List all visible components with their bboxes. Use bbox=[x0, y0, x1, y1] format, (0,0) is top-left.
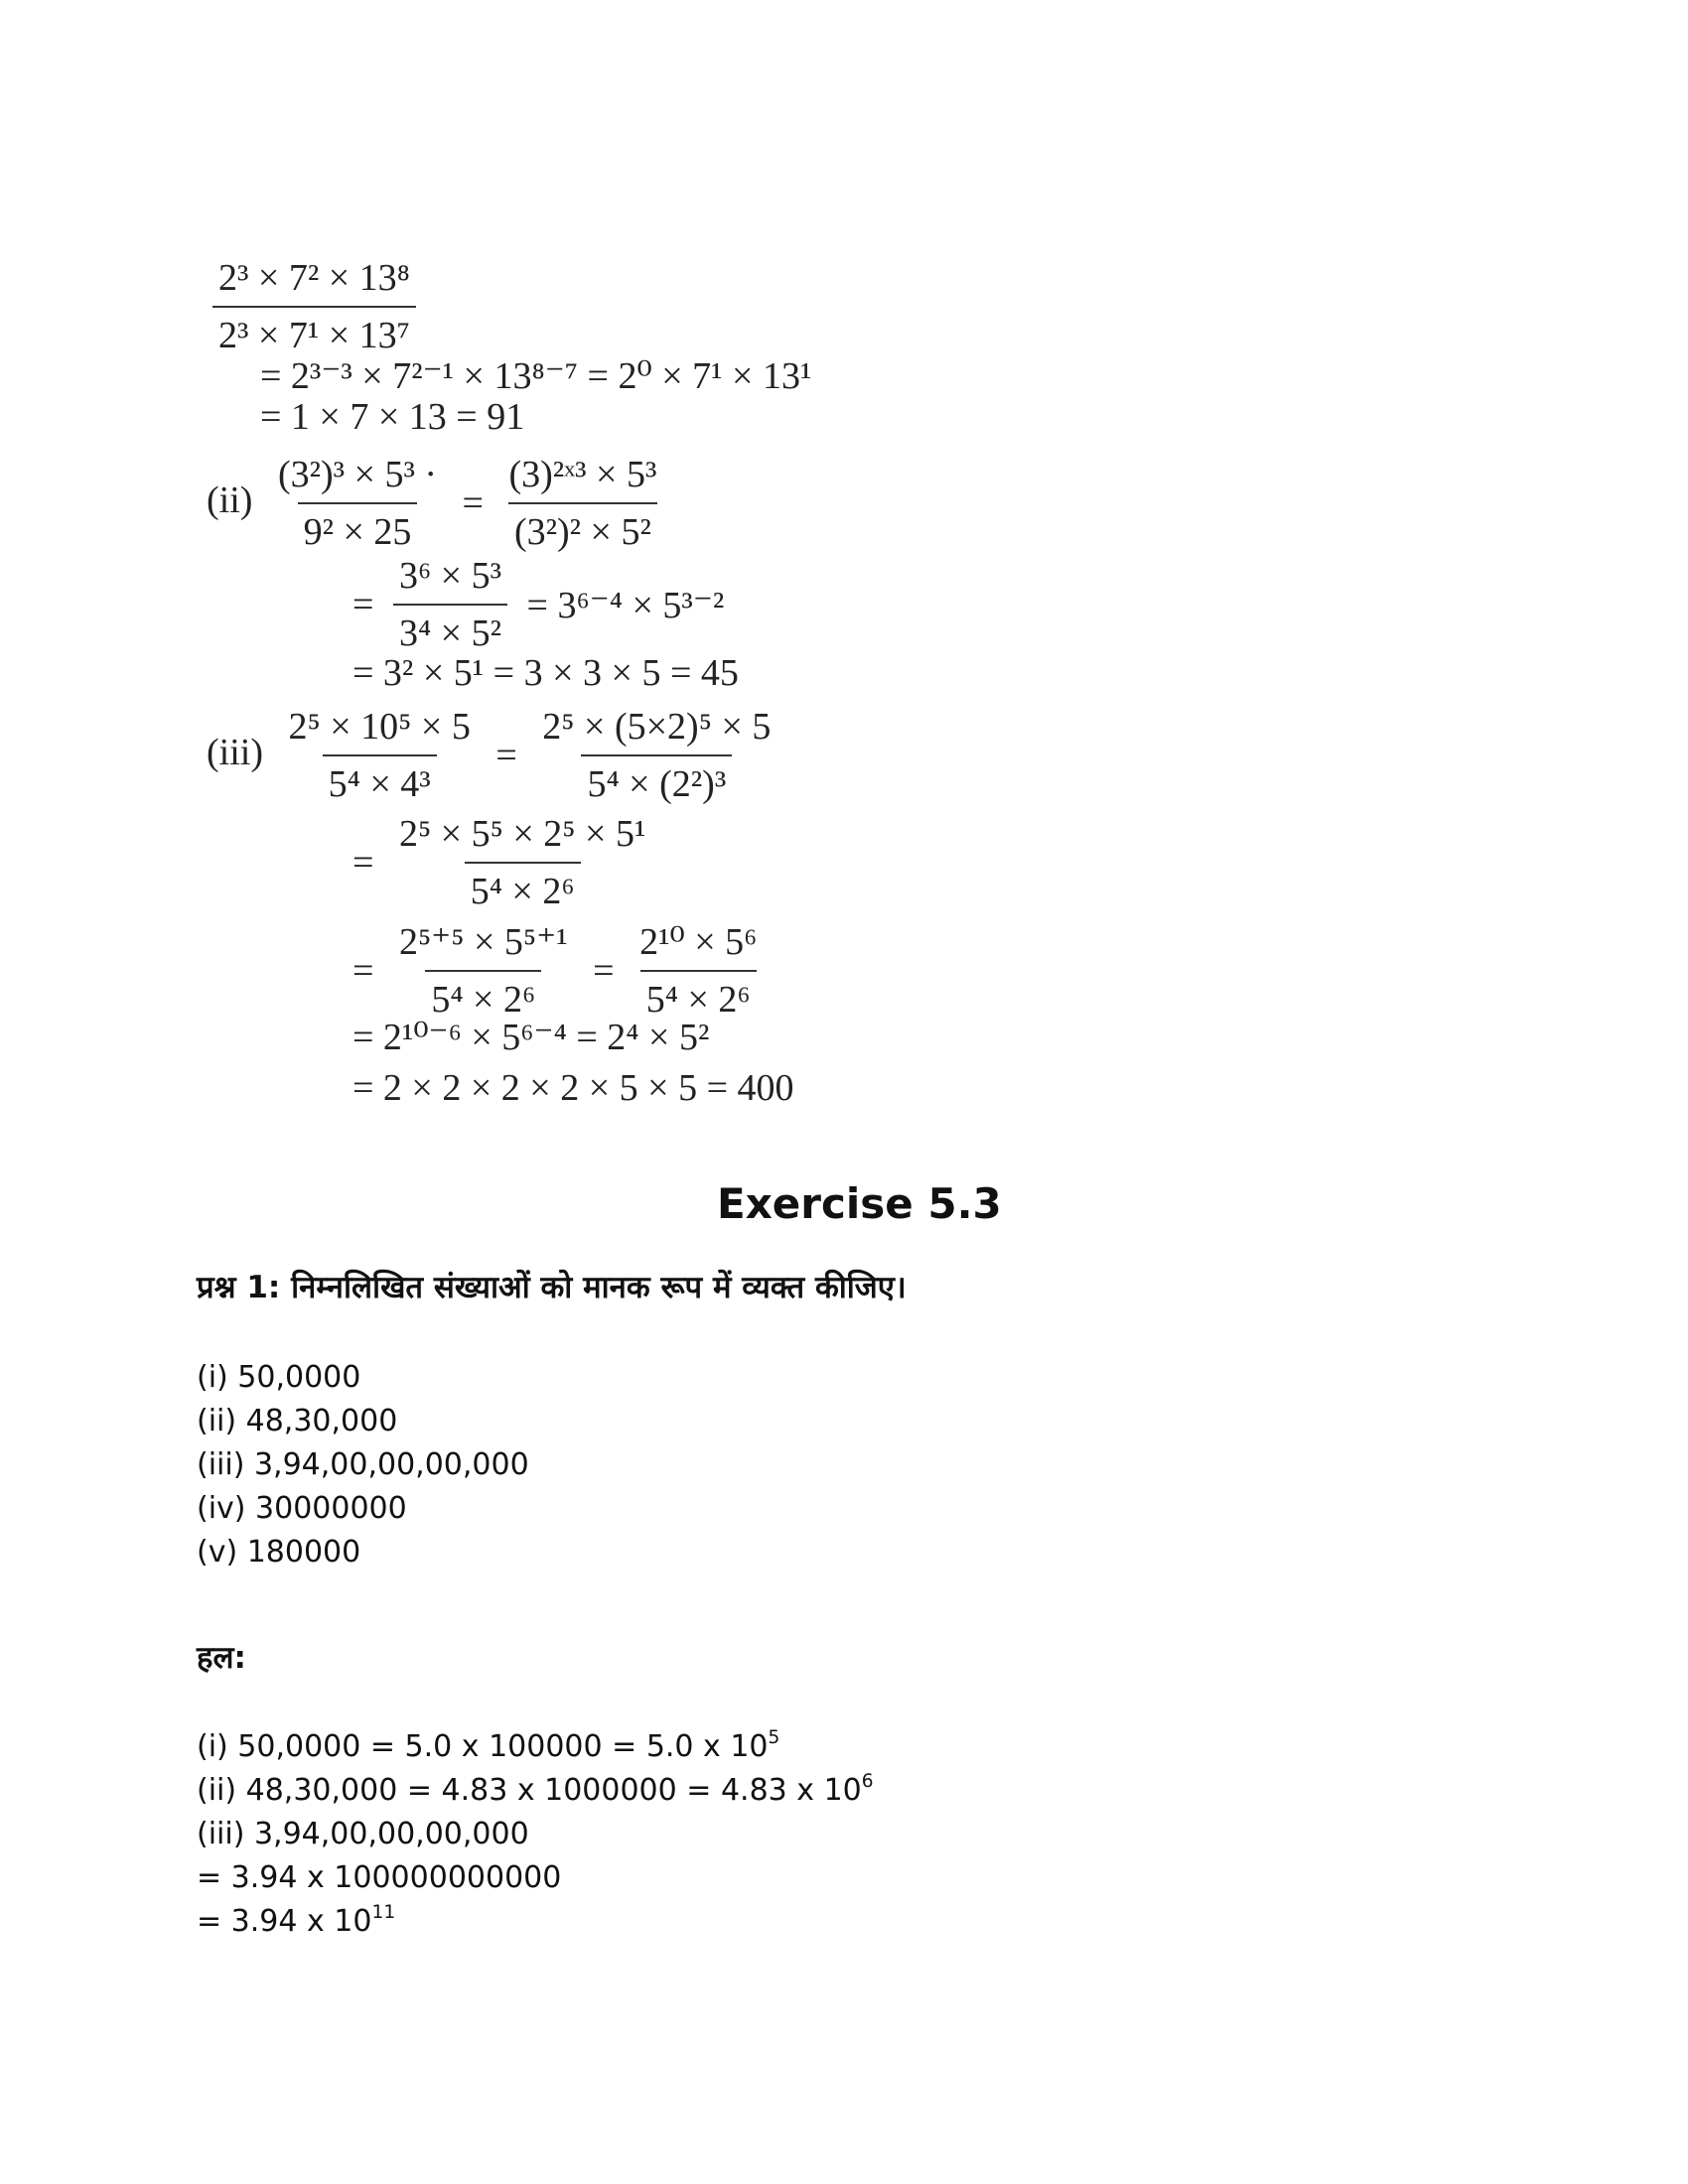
denominator: 5⁴ × (2²)³ bbox=[581, 754, 732, 806]
solution-line bbox=[197, 1770, 874, 1808]
fraction bbox=[502, 453, 662, 554]
denominator: 5⁴ × 2⁶ bbox=[465, 862, 581, 913]
question-heading: प्रश्न 1: निम्नलिखित संख्याओं को मानक रूप में व्यक्त कीजिए। bbox=[197, 1270, 907, 1305]
equals-sign: = bbox=[462, 482, 484, 524]
numerator: 2¹⁰ × 5⁶ bbox=[639, 921, 758, 963]
exponent: 6 bbox=[861, 1770, 874, 1792]
math-line-2: = 2³⁻³ × 7²⁻¹ × 13⁸⁻⁷ = 2⁰ × 7¹ × 13¹ bbox=[260, 355, 812, 397]
math-line-iii-d: = 2¹⁰⁻⁶ × 5⁶⁻⁴ = 2⁴ × 5² bbox=[352, 1017, 710, 1058]
solution-text: (i) 50,0000 = 5.0 x 100000 = 5.0 x 10 bbox=[197, 1729, 769, 1764]
math-line-iii-b bbox=[343, 812, 651, 913]
denominator: 3⁴ × 5² bbox=[393, 604, 507, 655]
denominator: 5⁴ × 2⁶ bbox=[640, 970, 757, 1022]
fraction bbox=[282, 705, 476, 806]
math-line-iii-c bbox=[343, 919, 763, 1022]
numerator: (3²)³ × 5³ · bbox=[277, 454, 438, 495]
fraction bbox=[536, 705, 776, 806]
solution-text: (ii) 48,30,000 = 4.83 x 1000000 = 4.83 x 10 bbox=[197, 1773, 862, 1808]
fraction bbox=[212, 256, 416, 357]
denominator: 2³ × 7¹ × 13⁷ bbox=[212, 306, 416, 357]
numerator: 2³ × 7² × 13⁸ bbox=[218, 257, 410, 299]
math-line-3: = 1 × 7 × 13 = 91 bbox=[260, 396, 525, 438]
question-item: (i) 50,0000 bbox=[197, 1360, 361, 1395]
equals-sign: = bbox=[593, 949, 615, 992]
numerator: 2⁵ × 5⁵ × 2⁵ × 5¹ bbox=[398, 813, 646, 855]
question-item: (v) 180000 bbox=[197, 1535, 361, 1570]
fraction bbox=[272, 453, 443, 554]
math-line-1 bbox=[212, 256, 416, 357]
numerator: 2⁵ × (5×2)⁵ × 5 bbox=[542, 706, 772, 748]
numerator: (3)²ˣ³ × 5³ bbox=[508, 454, 657, 495]
equals-sign: = bbox=[352, 584, 374, 625]
solution-line: (iii) 3,94,00,00,00,000 bbox=[197, 1817, 529, 1851]
solution-line bbox=[197, 1726, 780, 1764]
question-item: (iii) 3,94,00,00,00,000 bbox=[197, 1447, 529, 1482]
fraction bbox=[393, 919, 574, 1022]
math-line-iii-e: = 2 × 2 × 2 × 2 × 5 × 5 = 400 bbox=[352, 1067, 794, 1109]
denominator: (3²)² × 5² bbox=[508, 502, 657, 554]
numerator: 3⁶ × 5³ bbox=[398, 555, 502, 597]
question-item: (ii) 48,30,000 bbox=[197, 1404, 398, 1438]
exponent: 11 bbox=[371, 1901, 396, 1923]
exercise-title: Exercise 5.3 bbox=[717, 1179, 1002, 1228]
denominator: 5⁴ × 2⁶ bbox=[425, 970, 541, 1022]
solution-text: = 3.94 x 10 bbox=[197, 1904, 372, 1939]
math-line-iii-a bbox=[207, 705, 776, 806]
fraction bbox=[393, 812, 651, 913]
solution-line: = 3.94 x 100000000000 bbox=[197, 1860, 562, 1895]
math-line-ii-c: = 3² × 5¹ = 3 × 3 × 5 = 45 bbox=[352, 652, 739, 694]
equals-sign: = bbox=[495, 735, 517, 776]
equals-sign: = bbox=[352, 842, 374, 884]
denominator: 9² × 25 bbox=[298, 502, 418, 554]
exponent: 5 bbox=[768, 1726, 780, 1748]
part-label: (ii) bbox=[207, 478, 253, 521]
math-line-ii-b bbox=[343, 554, 734, 655]
denominator: 5⁴ × 4³ bbox=[323, 754, 437, 806]
solution-line bbox=[197, 1901, 396, 1939]
solution-label: हल: bbox=[197, 1640, 246, 1676]
fraction bbox=[633, 919, 763, 1022]
question-item: (iv) 30000000 bbox=[197, 1491, 407, 1526]
numerator: 2⁵⁺⁵ × 5⁵⁺¹ bbox=[398, 921, 568, 963]
math-line-ii-a bbox=[207, 453, 662, 554]
numerator: 2⁵ × 10⁵ × 5 bbox=[288, 706, 471, 748]
equals-sign: = bbox=[352, 949, 374, 992]
part-label: (iii) bbox=[207, 731, 263, 773]
math-expression: = 3⁶⁻⁴ × 5³⁻² bbox=[526, 584, 725, 626]
fraction bbox=[393, 554, 507, 655]
